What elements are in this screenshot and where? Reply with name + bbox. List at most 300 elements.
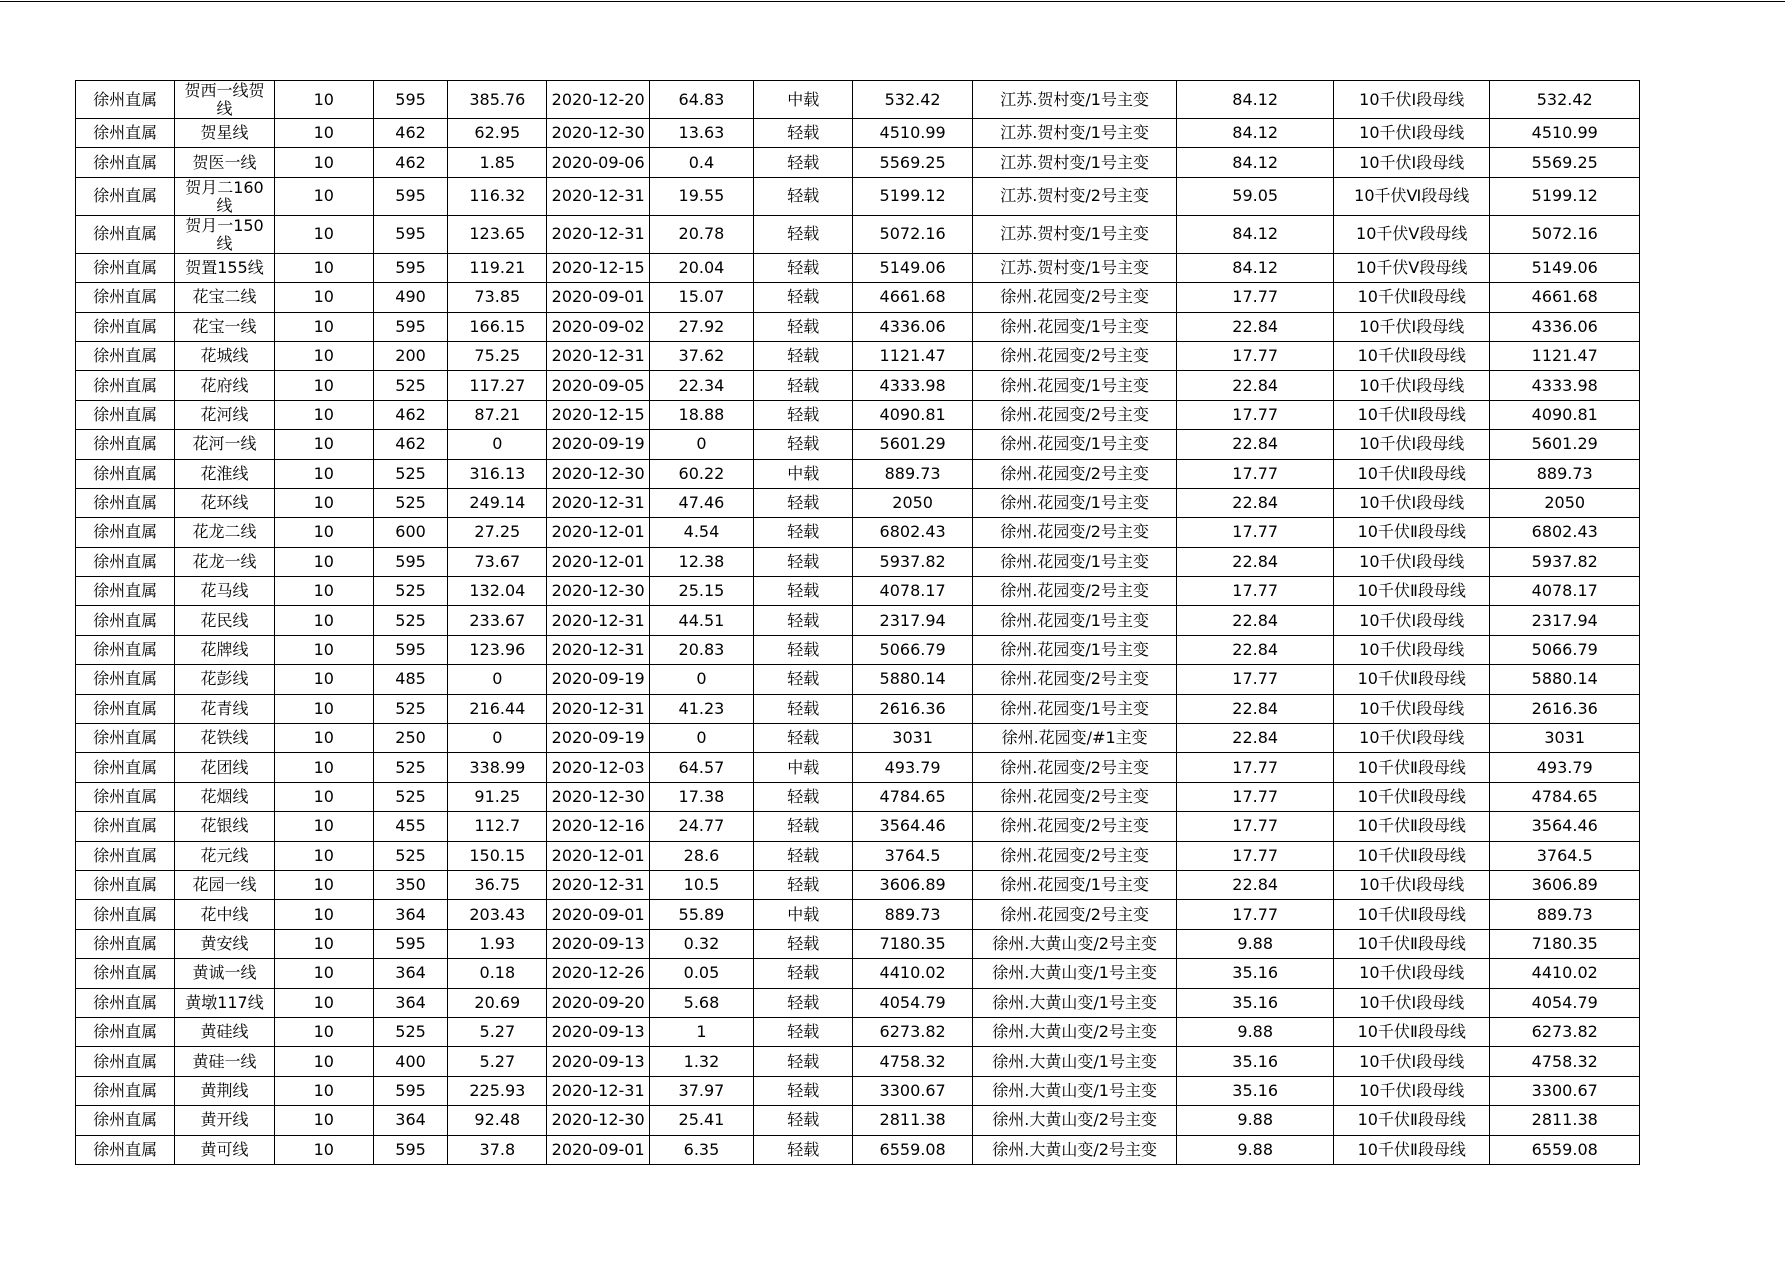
load-status-cell: 轻载 — [754, 400, 853, 429]
table-row — [76, 341, 1640, 370]
line-name-cell: 花龙二线 — [175, 518, 274, 547]
unit-cell: 徐州直属 — [76, 694, 175, 723]
transformer-cell: 江苏.贺村变/1号主变 — [972, 148, 1177, 177]
max-current-cell: 338.99 — [448, 753, 547, 782]
voltage-cell: 10 — [274, 870, 373, 899]
date-cell: 2020-09-20 — [547, 988, 649, 1017]
transformer-rate-cell: 59.05 — [1177, 177, 1334, 215]
busbar-cell: 10千伏Ⅱ段母线 — [1333, 753, 1490, 782]
voltage-cell: 10 — [274, 959, 373, 988]
transformer-rate-cell: 35.16 — [1177, 1047, 1334, 1076]
load-status-cell: 轻载 — [754, 988, 853, 1017]
unit-cell: 徐州直属 — [76, 459, 175, 488]
load-status-cell: 中载 — [754, 900, 853, 929]
voltage-cell: 10 — [274, 312, 373, 341]
unit-cell: 徐州直属 — [76, 635, 175, 664]
voltage-cell: 10 — [274, 577, 373, 606]
max-current-cell: 37.8 — [448, 1135, 547, 1164]
margin-cell: 4090.81 — [853, 400, 972, 429]
line-name-cell: 花民线 — [175, 606, 274, 635]
line-name-cell: 花宝一线 — [175, 312, 274, 341]
max-current-cell: 5.27 — [448, 1017, 547, 1046]
load-status-cell: 轻载 — [754, 371, 853, 400]
date-cell: 2020-12-15 — [547, 253, 649, 282]
load-rate-cell: 20.78 — [649, 215, 753, 253]
busbar-cell: 10千伏Ⅱ段母线 — [1333, 1135, 1490, 1164]
margin-cell: 5149.06 — [853, 253, 972, 282]
margin-cell: 6273.82 — [853, 1017, 972, 1046]
transformer-cell: 徐州.花园变/2号主变 — [972, 841, 1177, 870]
transformer-cell: 徐州.大黄山变/1号主变 — [972, 1076, 1177, 1105]
transformer-rate-cell: 84.12 — [1177, 81, 1334, 119]
capacity-cell: 462 — [373, 148, 447, 177]
max-current-cell: 166.15 — [448, 312, 547, 341]
max-current-cell: 0.18 — [448, 959, 547, 988]
table-row — [76, 547, 1640, 576]
transformer-rate-cell: 22.84 — [1177, 547, 1334, 576]
table-row — [76, 400, 1640, 429]
date-cell: 2020-12-01 — [547, 518, 649, 547]
date-cell: 2020-12-30 — [547, 459, 649, 488]
table-row — [76, 81, 1640, 119]
unit-cell: 徐州直属 — [76, 177, 175, 215]
available-capacity-cell: 889.73 — [1490, 459, 1640, 488]
busbar-cell: 10千伏Ⅰ段母线 — [1333, 488, 1490, 517]
transformer-cell: 徐州.花园变/2号主变 — [972, 812, 1177, 841]
date-cell: 2020-09-19 — [547, 665, 649, 694]
margin-cell: 5569.25 — [853, 148, 972, 177]
date-cell: 2020-09-02 — [547, 312, 649, 341]
load-status-cell: 轻载 — [754, 665, 853, 694]
busbar-cell: 10千伏Ⅰ段母线 — [1333, 312, 1490, 341]
load-status-cell: 轻载 — [754, 341, 853, 370]
transformer-cell: 徐州.花园变/2号主变 — [972, 459, 1177, 488]
line-name-cell: 花团线 — [175, 753, 274, 782]
capacity-cell: 525 — [373, 371, 447, 400]
line-name-cell: 贺置155线 — [175, 253, 274, 282]
busbar-cell: 10千伏Ⅱ段母线 — [1333, 1106, 1490, 1135]
available-capacity-cell: 5569.25 — [1490, 148, 1640, 177]
voltage-cell: 10 — [274, 177, 373, 215]
available-capacity-cell: 5601.29 — [1490, 430, 1640, 459]
load-rate-cell: 19.55 — [649, 177, 753, 215]
table-row — [76, 694, 1640, 723]
voltage-cell: 10 — [274, 459, 373, 488]
margin-cell: 532.42 — [853, 81, 972, 119]
load-status-cell: 轻载 — [754, 959, 853, 988]
busbar-cell: 10千伏Ⅰ段母线 — [1333, 694, 1490, 723]
busbar-cell: 10千伏Ⅱ段母线 — [1333, 459, 1490, 488]
date-cell: 2020-12-30 — [547, 577, 649, 606]
load-rate-cell: 1.32 — [649, 1047, 753, 1076]
available-capacity-cell: 5880.14 — [1490, 665, 1640, 694]
margin-cell: 493.79 — [853, 753, 972, 782]
voltage-cell: 10 — [274, 341, 373, 370]
busbar-cell: 10千伏Ⅰ段母线 — [1333, 635, 1490, 664]
max-current-cell: 75.25 — [448, 341, 547, 370]
transformer-cell: 徐州.花园变/2号主变 — [972, 753, 1177, 782]
table-row — [76, 148, 1640, 177]
line-name-cell: 贺月一150 线 — [175, 215, 274, 253]
load-rate-cell: 6.35 — [649, 1135, 753, 1164]
unit-cell: 徐州直属 — [76, 577, 175, 606]
voltage-cell: 10 — [274, 371, 373, 400]
load-status-cell: 轻载 — [754, 488, 853, 517]
load-status-cell: 轻载 — [754, 547, 853, 576]
table-row — [76, 665, 1640, 694]
transformer-rate-cell: 22.84 — [1177, 371, 1334, 400]
load-status-cell: 轻载 — [754, 606, 853, 635]
voltage-cell: 10 — [274, 635, 373, 664]
capacity-cell: 595 — [373, 547, 447, 576]
line-name-cell: 花元线 — [175, 841, 274, 870]
capacity-cell: 525 — [373, 753, 447, 782]
line-name-cell: 花环线 — [175, 488, 274, 517]
available-capacity-cell: 6559.08 — [1490, 1135, 1640, 1164]
transformer-cell: 徐州.花园变/1号主变 — [972, 371, 1177, 400]
unit-cell: 徐州直属 — [76, 400, 175, 429]
load-status-cell: 轻载 — [754, 1076, 853, 1105]
margin-cell: 5199.12 — [853, 177, 972, 215]
load-rate-cell: 20.04 — [649, 253, 753, 282]
load-status-cell: 轻载 — [754, 1135, 853, 1164]
margin-cell: 5066.79 — [853, 635, 972, 664]
load-rate-cell: 0 — [649, 665, 753, 694]
date-cell: 2020-12-31 — [547, 341, 649, 370]
capacity-cell: 595 — [373, 177, 447, 215]
transformer-cell: 徐州.大黄山变/2号主变 — [972, 1017, 1177, 1046]
transformer-cell: 徐州.花园变/2号主变 — [972, 400, 1177, 429]
busbar-cell: 10千伏Ⅱ段母线 — [1333, 841, 1490, 870]
available-capacity-cell: 4758.32 — [1490, 1047, 1640, 1076]
margin-cell: 2811.38 — [853, 1106, 972, 1135]
unit-cell: 徐州直属 — [76, 518, 175, 547]
margin-cell: 4410.02 — [853, 959, 972, 988]
line-name-cell: 花河一线 — [175, 430, 274, 459]
load-rate-cell: 64.57 — [649, 753, 753, 782]
load-status-cell: 轻载 — [754, 1106, 853, 1135]
transformer-rate-cell: 17.77 — [1177, 459, 1334, 488]
line-name-cell: 花烟线 — [175, 782, 274, 811]
transformer-cell: 徐州.大黄山变/1号主变 — [972, 1047, 1177, 1076]
load-rate-cell: 5.68 — [649, 988, 753, 1017]
busbar-cell: 10千伏Ⅱ段母线 — [1333, 400, 1490, 429]
busbar-cell: 10千伏Ⅰ段母线 — [1333, 371, 1490, 400]
busbar-cell: 10千伏Ⅰ段母线 — [1333, 119, 1490, 148]
transformer-rate-cell: 22.84 — [1177, 430, 1334, 459]
date-cell: 2020-12-31 — [547, 488, 649, 517]
load-status-cell: 中载 — [754, 81, 853, 119]
unit-cell: 徐州直属 — [76, 841, 175, 870]
unit-cell: 徐州直属 — [76, 929, 175, 958]
line-name-cell: 花铁线 — [175, 724, 274, 753]
date-cell: 2020-12-31 — [547, 635, 649, 664]
busbar-cell: 10千伏Ⅵ段母线 — [1333, 177, 1490, 215]
table-row — [76, 1076, 1640, 1105]
transformer-cell: 徐州.花园变/2号主变 — [972, 518, 1177, 547]
capacity-cell: 364 — [373, 988, 447, 1017]
busbar-cell: 10千伏Ⅰ段母线 — [1333, 988, 1490, 1017]
load-rate-cell: 64.83 — [649, 81, 753, 119]
available-capacity-cell: 4661.68 — [1490, 283, 1640, 312]
unit-cell: 徐州直属 — [76, 753, 175, 782]
voltage-cell: 10 — [274, 119, 373, 148]
busbar-cell: 10千伏Ⅱ段母线 — [1333, 665, 1490, 694]
line-name-cell: 黄硅线 — [175, 1017, 274, 1046]
date-cell: 2020-09-01 — [547, 1135, 649, 1164]
transformer-cell: 江苏.贺村变/1号主变 — [972, 81, 1177, 119]
available-capacity-cell: 6273.82 — [1490, 1017, 1640, 1046]
load-status-cell: 中载 — [754, 753, 853, 782]
voltage-cell: 10 — [274, 724, 373, 753]
transformer-rate-cell: 17.77 — [1177, 400, 1334, 429]
table-row — [76, 215, 1640, 253]
load-status-cell: 轻载 — [754, 929, 853, 958]
busbar-cell: 10千伏Ⅱ段母线 — [1333, 341, 1490, 370]
date-cell: 2020-12-31 — [547, 606, 649, 635]
unit-cell: 徐州直属 — [76, 988, 175, 1017]
load-rate-cell: 0.05 — [649, 959, 753, 988]
busbar-cell: 10千伏Ⅰ段母线 — [1333, 870, 1490, 899]
capacity-cell: 490 — [373, 283, 447, 312]
capacity-cell: 200 — [373, 341, 447, 370]
max-current-cell: 316.13 — [448, 459, 547, 488]
busbar-cell: 10千伏Ⅱ段母线 — [1333, 577, 1490, 606]
margin-cell: 3606.89 — [853, 870, 972, 899]
table-row — [76, 900, 1640, 929]
unit-cell: 徐州直属 — [76, 488, 175, 517]
table-row — [76, 1135, 1640, 1164]
load-status-cell: 轻载 — [754, 782, 853, 811]
voltage-cell: 10 — [274, 753, 373, 782]
unit-cell: 徐州直属 — [76, 1135, 175, 1164]
capacity-cell: 525 — [373, 694, 447, 723]
capacity-cell: 595 — [373, 253, 447, 282]
available-capacity-cell: 4054.79 — [1490, 988, 1640, 1017]
date-cell: 2020-12-31 — [547, 1076, 649, 1105]
load-status-cell: 轻载 — [754, 1017, 853, 1046]
date-cell: 2020-12-31 — [547, 177, 649, 215]
transformer-rate-cell: 22.84 — [1177, 724, 1334, 753]
margin-cell: 4333.98 — [853, 371, 972, 400]
line-name-cell: 花淮线 — [175, 459, 274, 488]
max-current-cell: 112.7 — [448, 812, 547, 841]
transformer-cell: 徐州.大黄山变/1号主变 — [972, 988, 1177, 1017]
capacity-cell: 364 — [373, 959, 447, 988]
table-row — [76, 929, 1640, 958]
load-rate-cell: 4.54 — [649, 518, 753, 547]
load-status-cell: 轻载 — [754, 283, 853, 312]
load-status-cell: 轻载 — [754, 1047, 853, 1076]
voltage-cell: 10 — [274, 1106, 373, 1135]
capacity-cell: 525 — [373, 488, 447, 517]
transformer-rate-cell: 17.77 — [1177, 812, 1334, 841]
table-row — [76, 812, 1640, 841]
max-current-cell: 0 — [448, 724, 547, 753]
load-rate-cell: 37.97 — [649, 1076, 753, 1105]
capacity-cell: 525 — [373, 606, 447, 635]
transformer-rate-cell: 22.84 — [1177, 488, 1334, 517]
unit-cell: 徐州直属 — [76, 312, 175, 341]
max-current-cell: 119.21 — [448, 253, 547, 282]
capacity-cell: 525 — [373, 782, 447, 811]
available-capacity-cell: 889.73 — [1490, 900, 1640, 929]
busbar-cell: 10千伏Ⅰ段母线 — [1333, 430, 1490, 459]
transformer-rate-cell: 17.77 — [1177, 841, 1334, 870]
voltage-cell: 10 — [274, 1135, 373, 1164]
transformer-cell: 徐州.大黄山变/2号主变 — [972, 1106, 1177, 1135]
voltage-cell: 10 — [274, 547, 373, 576]
capacity-cell: 595 — [373, 215, 447, 253]
capacity-cell: 400 — [373, 1047, 447, 1076]
voltage-cell: 10 — [274, 694, 373, 723]
date-cell: 2020-12-01 — [547, 841, 649, 870]
transformer-rate-cell: 22.84 — [1177, 312, 1334, 341]
capacity-cell: 595 — [373, 1076, 447, 1105]
table-row — [76, 635, 1640, 664]
line-name-cell: 黄硅一线 — [175, 1047, 274, 1076]
max-current-cell: 0 — [448, 665, 547, 694]
max-current-cell: 216.44 — [448, 694, 547, 723]
unit-cell: 徐州直属 — [76, 665, 175, 694]
margin-cell: 4054.79 — [853, 988, 972, 1017]
load-status-cell: 轻载 — [754, 215, 853, 253]
margin-cell: 4078.17 — [853, 577, 972, 606]
capacity-cell: 455 — [373, 812, 447, 841]
date-cell: 2020-12-30 — [547, 782, 649, 811]
max-current-cell: 87.21 — [448, 400, 547, 429]
busbar-cell: 10千伏Ⅰ段母线 — [1333, 1047, 1490, 1076]
margin-cell: 5072.16 — [853, 215, 972, 253]
line-name-cell: 黄安线 — [175, 929, 274, 958]
unit-cell: 徐州直属 — [76, 1047, 175, 1076]
transformer-rate-cell: 35.16 — [1177, 988, 1334, 1017]
transformer-rate-cell: 9.88 — [1177, 929, 1334, 958]
voltage-cell: 10 — [274, 900, 373, 929]
max-current-cell: 123.65 — [448, 215, 547, 253]
unit-cell: 徐州直属 — [76, 1076, 175, 1105]
transformer-cell: 徐州.大黄山变/2号主变 — [972, 1135, 1177, 1164]
capacity-cell: 525 — [373, 1017, 447, 1046]
line-name-cell: 花中线 — [175, 900, 274, 929]
line-name-cell: 贺月二160 线 — [175, 177, 274, 215]
date-cell: 2020-12-03 — [547, 753, 649, 782]
load-rate-cell: 0 — [649, 430, 753, 459]
transformer-cell: 徐州.大黄山变/2号主变 — [972, 929, 1177, 958]
available-capacity-cell: 4078.17 — [1490, 577, 1640, 606]
max-current-cell: 203.43 — [448, 900, 547, 929]
busbar-cell: 10千伏Ⅱ段母线 — [1333, 782, 1490, 811]
load-status-cell: 轻载 — [754, 812, 853, 841]
available-capacity-cell: 3300.67 — [1490, 1076, 1640, 1105]
max-current-cell: 27.25 — [448, 518, 547, 547]
voltage-cell: 10 — [274, 283, 373, 312]
max-current-cell: 117.27 — [448, 371, 547, 400]
load-status-cell: 轻载 — [754, 724, 853, 753]
voltage-cell: 10 — [274, 215, 373, 253]
load-status-cell: 轻载 — [754, 870, 853, 899]
voltage-cell: 10 — [274, 988, 373, 1017]
margin-cell: 3764.5 — [853, 841, 972, 870]
busbar-cell: 10千伏Ⅰ段母线 — [1333, 547, 1490, 576]
capacity-cell: 462 — [373, 400, 447, 429]
transformer-rate-cell: 22.84 — [1177, 870, 1334, 899]
busbar-cell: 10千伏Ⅱ段母线 — [1333, 812, 1490, 841]
load-rate-cell: 0 — [649, 724, 753, 753]
available-capacity-cell: 4333.98 — [1490, 371, 1640, 400]
date-cell: 2020-12-16 — [547, 812, 649, 841]
load-rate-cell: 44.51 — [649, 606, 753, 635]
load-status-cell: 轻载 — [754, 148, 853, 177]
voltage-cell: 10 — [274, 518, 373, 547]
transformer-cell: 徐州.大黄山变/1号主变 — [972, 959, 1177, 988]
available-capacity-cell: 5066.79 — [1490, 635, 1640, 664]
busbar-cell: 10千伏Ⅰ段母线 — [1333, 959, 1490, 988]
max-current-cell: 116.32 — [448, 177, 547, 215]
margin-cell: 2050 — [853, 488, 972, 517]
table-row — [76, 253, 1640, 282]
date-cell: 2020-09-01 — [547, 283, 649, 312]
busbar-cell: 10千伏Ⅱ段母线 — [1333, 1017, 1490, 1046]
transformer-cell: 徐州.花园变/2号主变 — [972, 577, 1177, 606]
available-capacity-cell: 5199.12 — [1490, 177, 1640, 215]
transformer-cell: 江苏.贺村变/1号主变 — [972, 253, 1177, 282]
line-name-cell: 花河线 — [175, 400, 274, 429]
max-current-cell: 249.14 — [448, 488, 547, 517]
table-row — [76, 430, 1640, 459]
transformer-rate-cell: 35.16 — [1177, 1076, 1334, 1105]
line-name-cell: 贺星线 — [175, 119, 274, 148]
line-name-cell: 黄可线 — [175, 1135, 274, 1164]
margin-cell: 4784.65 — [853, 782, 972, 811]
table-row — [76, 518, 1640, 547]
available-capacity-cell: 3564.46 — [1490, 812, 1640, 841]
load-rate-cell: 13.63 — [649, 119, 753, 148]
margin-cell: 4336.06 — [853, 312, 972, 341]
date-cell: 2020-09-06 — [547, 148, 649, 177]
capacity-cell: 250 — [373, 724, 447, 753]
transformer-rate-cell: 17.77 — [1177, 782, 1334, 811]
voltage-cell: 10 — [274, 253, 373, 282]
available-capacity-cell: 5149.06 — [1490, 253, 1640, 282]
available-capacity-cell: 2317.94 — [1490, 606, 1640, 635]
voltage-cell: 10 — [274, 606, 373, 635]
table-row — [76, 841, 1640, 870]
max-current-cell: 1.85 — [448, 148, 547, 177]
capacity-cell: 525 — [373, 577, 447, 606]
busbar-cell: 10千伏Ⅰ段母线 — [1333, 1076, 1490, 1105]
transformer-cell: 徐州.花园变/1号主变 — [972, 430, 1177, 459]
date-cell: 2020-12-01 — [547, 547, 649, 576]
load-rate-cell: 28.6 — [649, 841, 753, 870]
unit-cell: 徐州直属 — [76, 900, 175, 929]
load-status-cell: 轻载 — [754, 635, 853, 664]
max-current-cell: 73.67 — [448, 547, 547, 576]
table-row — [76, 782, 1640, 811]
voltage-cell: 10 — [274, 1047, 373, 1076]
margin-cell: 5601.29 — [853, 430, 972, 459]
transformer-cell: 徐州.花园变/2号主变 — [972, 900, 1177, 929]
table-row — [76, 753, 1640, 782]
date-cell: 2020-09-13 — [547, 1017, 649, 1046]
unit-cell: 徐州直属 — [76, 606, 175, 635]
transformer-rate-cell: 17.77 — [1177, 518, 1334, 547]
max-current-cell: 20.69 — [448, 988, 547, 1017]
margin-cell: 6559.08 — [853, 1135, 972, 1164]
load-rate-cell: 10.5 — [649, 870, 753, 899]
available-capacity-cell: 4784.65 — [1490, 782, 1640, 811]
available-capacity-cell: 4410.02 — [1490, 959, 1640, 988]
